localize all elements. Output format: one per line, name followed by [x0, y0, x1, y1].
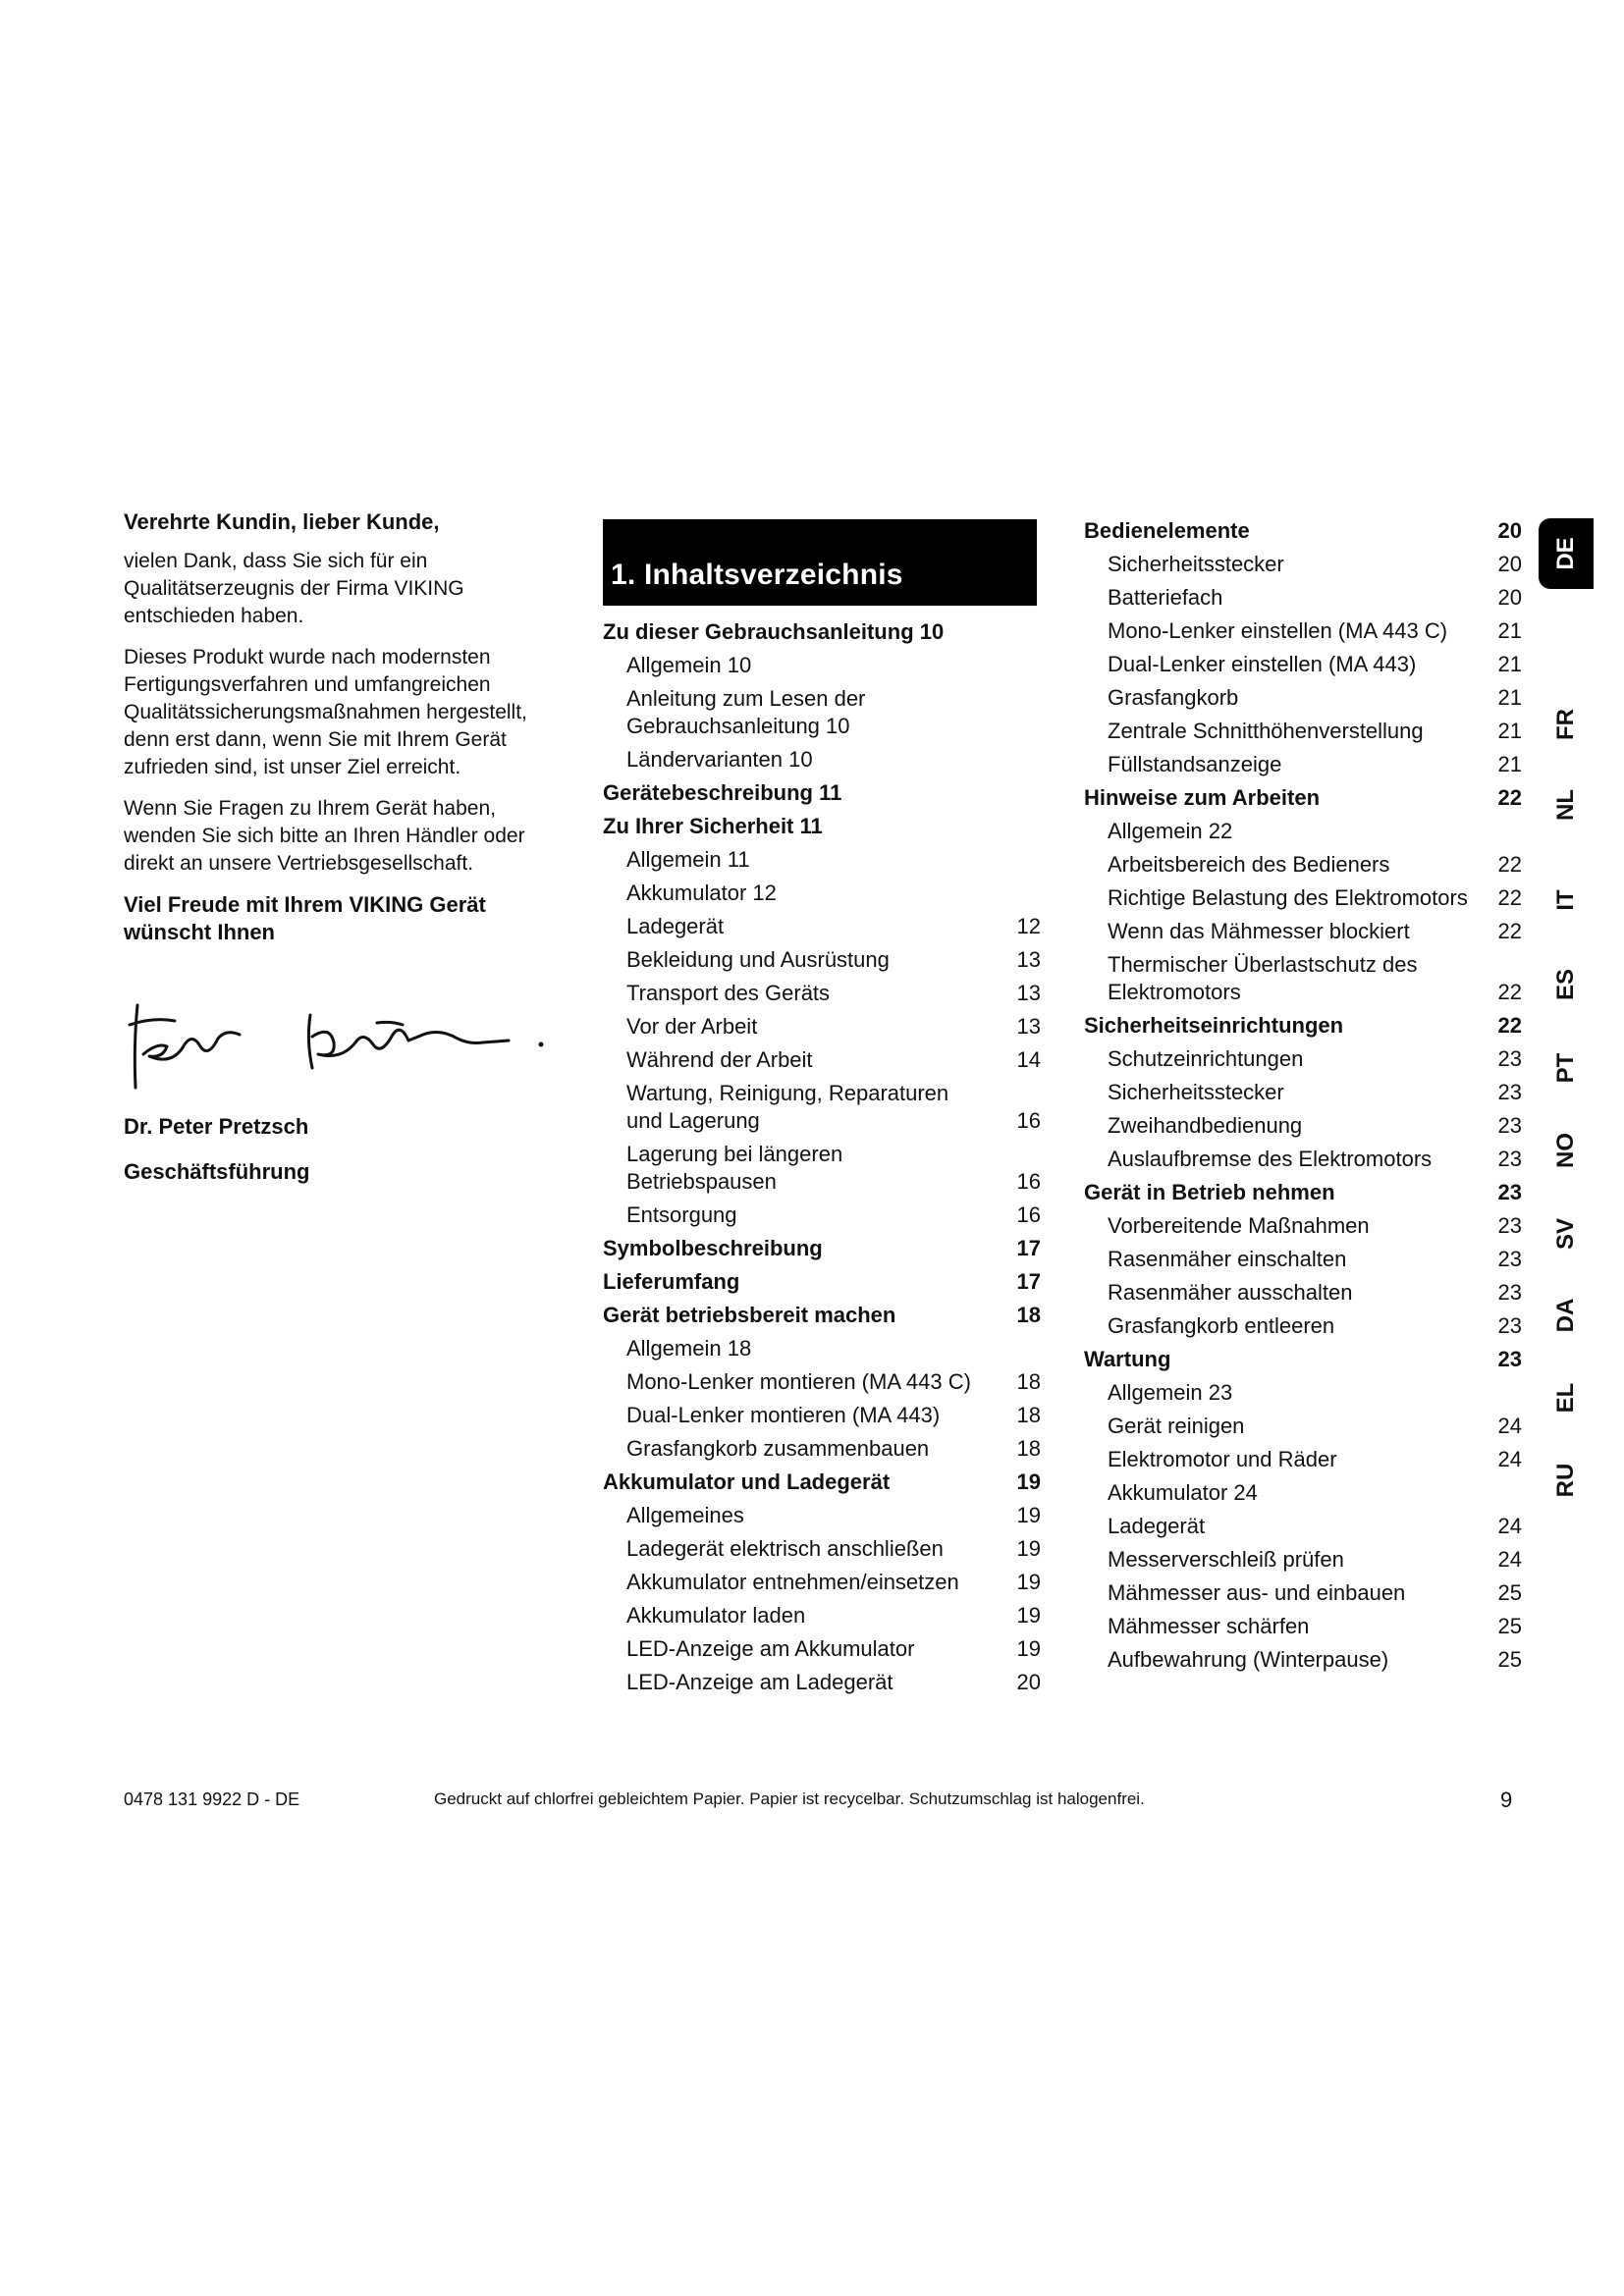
toc-entry[interactable] [603, 1046, 1041, 1074]
toc-entry-page: 23 [1497, 1313, 1522, 1338]
toc-entry-title: Allgemeines [626, 1503, 744, 1527]
toc-entry-title: Allgemein 11 [626, 847, 750, 872]
toc-entry-title: Arbeitsbereich des Bedieners [1108, 852, 1390, 877]
toc-entry-page: 21 [1497, 685, 1522, 710]
toc-entry[interactable] [1084, 1379, 1522, 1407]
toc-entry[interactable] [1084, 517, 1522, 545]
toc-entry-page: 22 [1497, 885, 1522, 910]
language-tab-ru[interactable]: RU [1552, 1463, 1579, 1498]
toc-entry[interactable] [1084, 617, 1522, 645]
toc-entry-title: Thermischer Überlastschutz des Elektromotors [1108, 952, 1418, 1004]
toc-entry[interactable] [1084, 651, 1522, 678]
toc-entry[interactable] [1084, 1413, 1522, 1440]
toc-entry[interactable] [603, 880, 1041, 907]
toc-entry-title: Grasfangkorb [1108, 685, 1239, 710]
toc-entry-title: Allgemein 23 [1108, 1380, 1233, 1405]
toc-entry-title: Sicherheitsstecker [1108, 552, 1284, 576]
toc-entry-page: 19 [1016, 1603, 1041, 1628]
toc-entry-title: Sicherheitsstecker [1108, 1080, 1284, 1104]
toc-entry-title: Mähmesser schärfen [1108, 1614, 1310, 1638]
toc-entry[interactable] [1084, 751, 1522, 778]
toc-entry[interactable] [603, 618, 1041, 646]
toc-entry[interactable] [603, 980, 1041, 1007]
letter-closing: Viel Freude mit Ihrem VIKING Gerät wünscht Ihnen [124, 892, 486, 944]
language-tab-no[interactable]: NO [1552, 1133, 1579, 1168]
language-tab-pt[interactable]: PT [1552, 1052, 1579, 1084]
toc-entry[interactable] [603, 652, 1041, 679]
toc-entry-page: 17 [1016, 1269, 1041, 1294]
footer-note: Gedruckt auf chlorfrei gebleichtem Papier. Papier ist recycelbar. Schutzumschlag ist halogenfrei. [434, 1789, 1145, 1808]
toc-entry-title: Bedienelemente [1084, 518, 1250, 543]
toc-entry[interactable] [1084, 1045, 1522, 1073]
toc-entry-page: 23 [1497, 1247, 1522, 1271]
toc-entry-page: 22 [1497, 980, 1522, 1004]
toc-entry[interactable] [1084, 884, 1522, 912]
signer-title: Geschäftsführung [124, 1159, 310, 1184]
toc-entry-title: Gerät betriebsbereit machen [603, 1303, 896, 1327]
toc-entry-title: Vor der Arbeit [626, 1014, 758, 1039]
toc-entry-page: 20 [1016, 1670, 1041, 1694]
toc-entry-title: Zweihandbedienung [1108, 1113, 1303, 1138]
toc-entry[interactable] [1084, 918, 1522, 945]
toc-entry[interactable] [1084, 851, 1522, 879]
toc-entry-page: 24 [1497, 1514, 1522, 1538]
toc-entry-title: Lieferumfang [603, 1269, 740, 1294]
toc-entry[interactable] [603, 1635, 1041, 1663]
toc-entry[interactable] [1084, 784, 1522, 812]
toc-entry[interactable] [1084, 551, 1522, 578]
toc-entry[interactable] [1084, 1479, 1522, 1507]
toc-entry-title: Wenn das Mähmesser blockiert [1108, 919, 1410, 943]
toc-entry[interactable] [1084, 1279, 1522, 1307]
toc-entry-title: Dual-Lenker einstellen (MA 443) [1108, 652, 1417, 676]
toc-entry[interactable] [603, 1502, 1041, 1529]
toc-entry[interactable] [1084, 1646, 1522, 1674]
toc-entry-page: 13 [1016, 981, 1041, 1005]
toc-entry-title: Wartung, Reinigung, Reparaturen und Lagerung [626, 1081, 949, 1133]
toc-entry[interactable] [603, 1235, 1041, 1262]
toc-entry[interactable] [603, 946, 1041, 974]
toc-entry[interactable] [1084, 684, 1522, 712]
toc-entry[interactable] [1084, 951, 1522, 1006]
toc-entry-page: 18 [1016, 1403, 1041, 1427]
toc-entry[interactable] [1084, 1146, 1522, 1173]
toc-entry-title: Mono-Lenker einstellen (MA 443 C) [1108, 618, 1448, 643]
toc-entry[interactable] [603, 1535, 1041, 1563]
toc-entry-page: 19 [1016, 1570, 1041, 1594]
toc-entry-page: 19 [1016, 1503, 1041, 1527]
toc-entry[interactable] [603, 1435, 1041, 1463]
toc-entry-page: 13 [1016, 1014, 1041, 1039]
toc-entry-title: Ladegerät [626, 914, 725, 938]
toc-entry-title: Mono-Lenker montieren (MA 443 C) [626, 1369, 971, 1394]
toc-entry-title: Wartung [1084, 1347, 1171, 1371]
toc-entry-title: LED-Anzeige am Ladegerät [626, 1670, 893, 1694]
letter-paragraph: Dieses Produkt wurde nach modernsten Fertigungsverfahren und umfangreichen Qualitätssicherungsmaßnahmen hergestellt, denn erst dann, wenn Sie mit Ihrem Gerät zufrieden sind, ist unser Ziel erreicht. [124, 646, 527, 778]
toc-entry-title: Allgemein 22 [1108, 819, 1233, 843]
toc-entry-title: Auslaufbremse des Elektromotors [1108, 1147, 1433, 1171]
toc-entry-page: 25 [1497, 1614, 1522, 1638]
toc-entry-title: Batteriefach [1108, 585, 1223, 610]
toc-entry-page: 18 [1016, 1436, 1041, 1461]
toc-entry[interactable] [603, 1302, 1041, 1329]
toc-entry-page: 13 [1016, 947, 1041, 972]
toc-entry-title: Vorbereitende Maßnahmen [1108, 1213, 1370, 1238]
toc-entry[interactable] [603, 1335, 1041, 1362]
toc-entry-title: Schutzeinrichtungen [1108, 1046, 1304, 1071]
toc-entry-page: 19 [1016, 1536, 1041, 1561]
toc-entry[interactable] [1084, 718, 1522, 745]
toc-entry[interactable] [1084, 1212, 1522, 1240]
language-tab-sv[interactable]: SV [1552, 1218, 1579, 1251]
toc-entry-page: 20 [1497, 552, 1522, 576]
toc-entry-title: Symbolbeschreibung [603, 1236, 823, 1260]
toc-entry-page: 21 [1497, 652, 1522, 676]
toc-entry-title: Hinweise zum Arbeiten [1084, 785, 1321, 810]
toc-entry[interactable] [603, 1569, 1041, 1596]
document-code: 0478 131 9922 D - DE [124, 1789, 300, 1809]
toc-entry[interactable] [603, 913, 1041, 940]
toc-entry[interactable] [1084, 1312, 1522, 1340]
toc-entry-title: Akkumulator laden [626, 1603, 806, 1628]
toc-entry-page: 12 [1016, 914, 1041, 938]
toc-column-left [603, 618, 1041, 1702]
toc-entry-title: Akkumulator entnehmen/einsetzen [626, 1570, 959, 1594]
toc-entry-title: Grasfangkorb zusammenbauen [626, 1436, 930, 1461]
toc-entry[interactable] [603, 813, 1041, 840]
letter-greeting: Verehrte Kundin, lieber Kunde, [124, 509, 440, 534]
toc-entry-title: Ländervarianten 10 [626, 747, 813, 772]
toc-entry[interactable] [603, 1368, 1041, 1396]
toc-entry[interactable] [603, 1468, 1041, 1496]
signer-name: Dr. Peter Pretzsch [124, 1114, 309, 1139]
toc-entry-title: Transport des Geräts [626, 981, 831, 1005]
toc-entry[interactable] [603, 1669, 1041, 1696]
toc-entry-title: Gerät in Betrieb nehmen [1084, 1180, 1335, 1204]
toc-entry[interactable] [1084, 1079, 1522, 1106]
toc-entry-page: 14 [1016, 1047, 1041, 1072]
toc-entry-page: 23 [1497, 1080, 1522, 1104]
toc-entry-title: Sicherheitseinrichtungen [1084, 1013, 1344, 1038]
toc-entry-title: Lagerung bei längeren Betriebspausen [626, 1142, 843, 1194]
toc-entry[interactable] [1084, 1346, 1522, 1373]
language-tab-da[interactable]: DA [1552, 1298, 1579, 1333]
language-tab-es[interactable]: ES [1552, 969, 1579, 1001]
toc-entry-title: Während der Arbeit [626, 1047, 813, 1072]
toc-entry[interactable] [1084, 1546, 1522, 1574]
toc-entry-title: Grasfangkorb entleeren [1108, 1313, 1335, 1338]
toc-entry-title: Elektromotor und Räder [1108, 1447, 1337, 1471]
toc-entry-title: Rasenmäher einschalten [1108, 1247, 1347, 1271]
toc-entry-title: LED-Anzeige am Akkumulator [626, 1636, 915, 1661]
toc-entry-page: 24 [1497, 1447, 1522, 1471]
page-number: 9 [1500, 1788, 1513, 1812]
toc-entry-page: 24 [1497, 1547, 1522, 1572]
toc-entry-page: 22 [1497, 919, 1522, 943]
toc-entry-title: Mähmesser aus- und einbauen [1108, 1580, 1406, 1605]
toc-entry-page: 22 [1497, 1013, 1522, 1038]
toc-entry-page: 21 [1497, 618, 1522, 643]
toc-entry-page: 16 [1016, 1169, 1041, 1194]
toc-entry-title: Gerät reinigen [1108, 1414, 1245, 1438]
toc-entry-page: 19 [1016, 1636, 1041, 1661]
toc-entry[interactable] [1084, 1446, 1522, 1473]
toc-entry-page: 18 [1016, 1369, 1041, 1394]
toc-title: 1. Inhaltsverzeichnis [603, 519, 1037, 606]
toc-entry[interactable] [1084, 818, 1522, 845]
toc-entry-title: Messerverschleiß prüfen [1108, 1547, 1344, 1572]
toc-entry[interactable] [603, 779, 1041, 807]
language-tab-it[interactable]: IT [1552, 889, 1579, 911]
toc-entry-title: Richtige Belastung des Elektromotors [1108, 885, 1468, 910]
toc-entry-page: 23 [1497, 1347, 1522, 1371]
toc-entry[interactable] [603, 1141, 1041, 1196]
toc-entry-title: Bekleidung und Ausrüstung [626, 947, 890, 972]
language-tab-de[interactable]: DE [1552, 537, 1579, 570]
toc-entry[interactable] [603, 1013, 1041, 1041]
toc-entry-title: Füllstandsanzeige [1108, 752, 1282, 776]
toc-entry-title: Zu Ihrer Sicherheit 11 [603, 814, 823, 838]
toc-entry-title: Zu dieser Gebrauchsanleitung 10 [603, 619, 945, 644]
letter-paragraph: Wenn Sie Fragen zu Ihrem Gerät haben, wenden Sie sich bitte an Ihren Händler oder direkt an unsere Vertriebsgesellschaft. [124, 797, 525, 875]
toc-entry[interactable] [603, 746, 1041, 774]
toc-entry[interactable] [603, 1201, 1041, 1229]
toc-entry[interactable] [1084, 1012, 1522, 1040]
toc-entry-title: Allgemein 10 [626, 653, 752, 677]
toc-entry-page: 23 [1497, 1147, 1522, 1171]
toc-entry[interactable] [603, 1080, 1041, 1135]
toc-entry-title: Akkumulator 24 [1108, 1480, 1258, 1505]
letter-paragraph: vielen Dank, dass Sie sich für ein Qualitätserzeugnis der Firma VIKING entschieden haben. [124, 550, 464, 627]
toc-entry[interactable] [1084, 584, 1522, 612]
toc-entry-page: 23 [1497, 1113, 1522, 1138]
toc-entry[interactable] [1084, 1179, 1522, 1206]
toc-entry-page: 21 [1497, 752, 1522, 776]
toc-entry[interactable] [1084, 1613, 1522, 1640]
toc-entry-page: 23 [1497, 1046, 1522, 1071]
toc-entry[interactable] [1084, 1246, 1522, 1273]
toc-entry-page: 21 [1497, 719, 1522, 743]
toc-entry-page: 23 [1497, 1180, 1522, 1204]
toc-entry-title: Ladegerät elektrisch anschließen [626, 1536, 944, 1561]
toc-entry-page: 16 [1016, 1202, 1041, 1227]
toc-entry-title: Akkumulator 12 [626, 881, 777, 905]
toc-entry-title: Dual-Lenker montieren (MA 443) [626, 1403, 941, 1427]
letter-column [124, 508, 556, 1186]
toc-entry-page: 24 [1497, 1414, 1522, 1438]
toc-entry-page: 16 [1016, 1108, 1041, 1133]
toc-entry-page: 17 [1016, 1236, 1041, 1260]
language-tab-nl[interactable]: NL [1552, 789, 1579, 821]
toc-entry-title: Akkumulator und Ladegerät [603, 1469, 891, 1494]
toc-entry-title: Aufbewahrung (Winterpause) [1108, 1647, 1389, 1672]
toc-entry-page: 20 [1497, 585, 1522, 610]
toc-entry-page: 20 [1497, 518, 1522, 543]
toc-entry-page: 23 [1497, 1280, 1522, 1305]
signature-image [124, 986, 556, 1094]
toc-entry-title: Rasenmäher ausschalten [1108, 1280, 1353, 1305]
toc-entry-title: Allgemein 18 [626, 1336, 752, 1361]
toc-entry-page: 22 [1497, 852, 1522, 877]
toc-entry-page: 23 [1497, 1213, 1522, 1238]
language-tab-fr[interactable]: FR [1552, 709, 1579, 740]
toc-entry[interactable] [603, 1402, 1041, 1429]
toc-entry[interactable] [1084, 1112, 1522, 1140]
toc-entry[interactable] [603, 685, 1041, 740]
toc-entry-page: 25 [1497, 1647, 1522, 1672]
toc-entry-title: Ladegerät [1108, 1514, 1206, 1538]
toc-entry[interactable] [603, 1602, 1041, 1629]
toc-entry-title: Anleitung zum Lesen der Gebrauchsanleitung 10 [626, 686, 866, 738]
toc-entry-page: 18 [1016, 1303, 1041, 1327]
toc-column-right [1084, 517, 1522, 1680]
toc-entry-page: 25 [1497, 1580, 1522, 1605]
toc-entry-page: 22 [1497, 785, 1522, 810]
toc-entry-page: 19 [1016, 1469, 1041, 1494]
toc-entry-title: Gerätebeschreibung 11 [603, 780, 842, 805]
toc-entry-title: Entsorgung [626, 1202, 737, 1227]
toc-entry[interactable] [1084, 1579, 1522, 1607]
language-tab-el[interactable]: EL [1552, 1382, 1579, 1414]
toc-entry[interactable] [603, 846, 1041, 874]
toc-entry[interactable] [603, 1268, 1041, 1296]
toc-entry-title: Zentrale Schnitthöhenverstellung [1108, 719, 1424, 743]
toc-entry[interactable] [1084, 1513, 1522, 1540]
